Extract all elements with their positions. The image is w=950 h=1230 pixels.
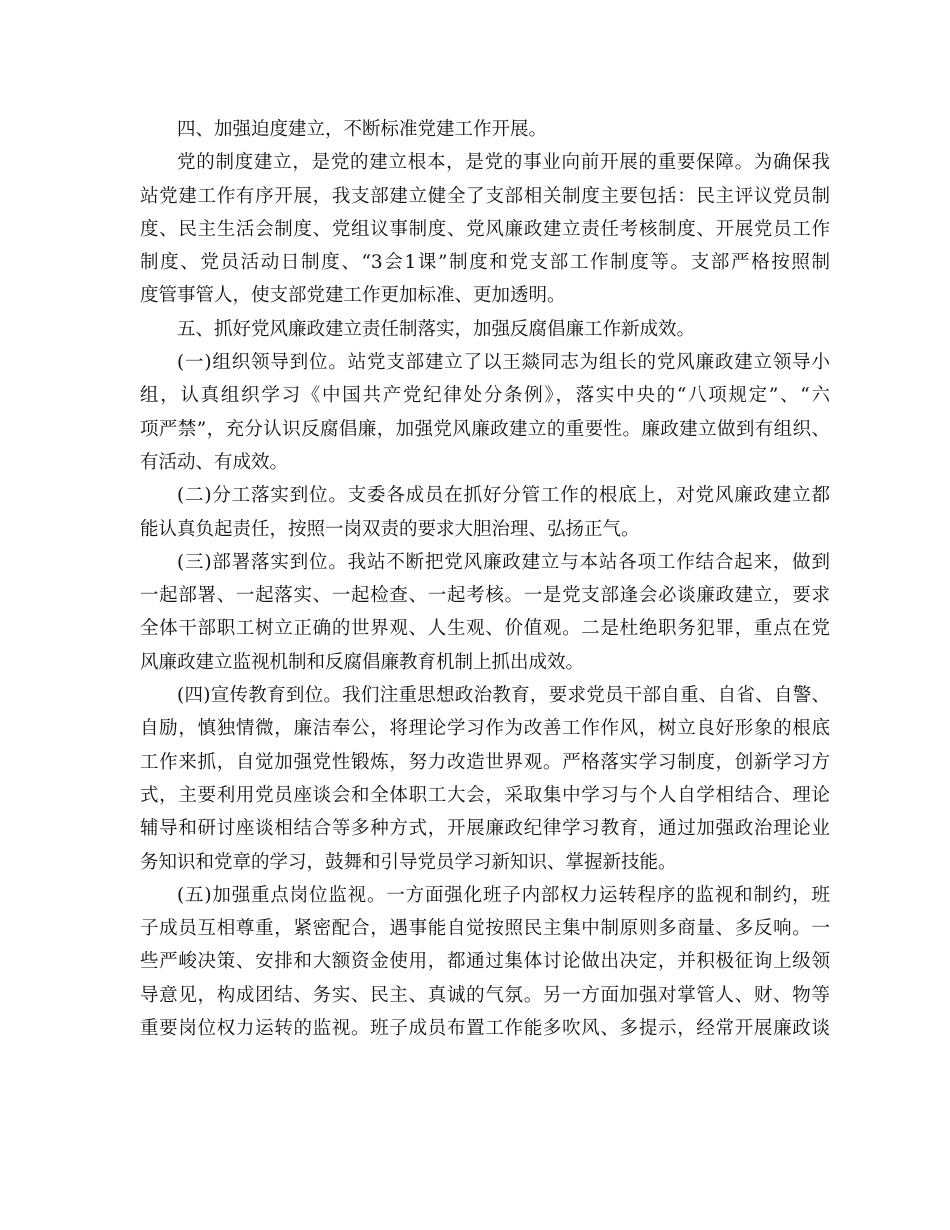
paragraph-line: 一起部署、一起落实、一起检查、一起考核。一是党支部逢会必谈廉政建立，要求: [140, 585, 830, 607]
document-body: [140, 113, 830, 1045]
paragraph-line: (三)部署落实到位。我站不断把党风廉政建立与本站各项工作结合起来，做到: [177, 551, 830, 573]
paragraph-line: 式，主要利用党员座谈会和全体职工大会，采取集中学习与个人自学相结合、理论: [140, 784, 830, 806]
paragraph-line: 自励，慎独情微，廉洁奉公，将理论学习作为改善工作作风，树立良好形象的根底: [140, 718, 830, 740]
section-heading: 五、抓好党风廉政建立责任制落实，加强反腐倡廉工作新成效。: [177, 318, 696, 340]
paragraph-line: 制度、党员活动日制度、“3会1课”制度和党支部工作制度等。支部严格按照制: [140, 252, 830, 274]
paragraph-line: 能认真负起责任，按照一岗双责的要求大胆治理、弘扬正气。: [140, 518, 640, 540]
paragraph-line: 些严峻决策、安排和大额资金使用，都通过集体讨论做出决定，并积极征询上级领: [140, 951, 830, 973]
paragraph-line: 风廉政建立监视机制和反腐倡廉教育机制上抓出成效。: [140, 651, 585, 673]
paragraph-line: (四)宣传教育到位。我们注重思想政治教育，要求党员干部自重、自省、自警、: [177, 685, 830, 707]
paragraph-line: (二)分工落实到位。支委各成员在抓好分管工作的根底上，对党风廉政建立都: [177, 485, 830, 507]
paragraph-line: 子成员互相尊重，紧密配合，遇事能自觉按照民主集中制原则多商量、多反响。一: [140, 918, 830, 940]
paragraph-line: 党的制度建立，是党的建立根本，是党的事业向前开展的重要保障。为确保我: [177, 152, 830, 174]
paragraph-line: (五)加强重点岗位监视。一方面强化班子内部权力运转程序的监视和制约，班: [177, 884, 830, 906]
paragraph-line: 项严禁”，充分认识反腐倡廉，加强党风廉政建立的重要性。廉政建立做到有组织、: [140, 418, 830, 440]
paragraph-line: 有活动、有成效。: [140, 451, 289, 473]
paragraph-line: 重要岗位权力运转的监视。班子成员布置工作能多吹风、多提示，经常开展廉政谈: [140, 1018, 830, 1040]
paragraph-line: (一)组织领导到位。站党支部建立了以王燚同志为组长的党风廉政建立领导小: [177, 352, 830, 374]
section-heading: 四、加强迫度建立，不断标准党建工作开展。: [177, 119, 548, 140]
paragraph-line: 全体干部职工树立正确的世界观、人生观、价值观。二是杜绝职务犯罪，重点在党: [140, 618, 830, 640]
paragraph-line: 组，认真组织学习《中国共产党纪律处分条例》，落实中央的“八项规定”、“六: [140, 385, 830, 407]
paragraph-line: 度管事管人，使支部党建工作更加标准、更加透明。: [140, 285, 566, 307]
paragraph-line: 辅导和研讨座谈相结合等多种方式，开展廉政纪律学习教育，通过加强政治理论业: [140, 818, 830, 840]
paragraph-line: 站党建工作有序开展，我支部建立健全了支部相关制度主要包括：民主评议党员制: [140, 185, 830, 207]
paragraph-line: 度、民主生活会制度、党组议事制度、党风廉政建立责任考核制度、开展党员工作: [140, 218, 830, 240]
paragraph-line: 务知识和党章的学习，鼓舞和引导党员学习新知识、掌握新技能。: [140, 851, 677, 873]
paragraph-line: 导意见，构成团结、务实、民主、真诚的气氛。另一方面加强对掌管人、财、物等: [140, 984, 830, 1006]
paragraph-line: 工作来抓，自觉加强党性锻炼，努力改造世界观。严格落实学习制度，创新学习方: [140, 751, 830, 773]
